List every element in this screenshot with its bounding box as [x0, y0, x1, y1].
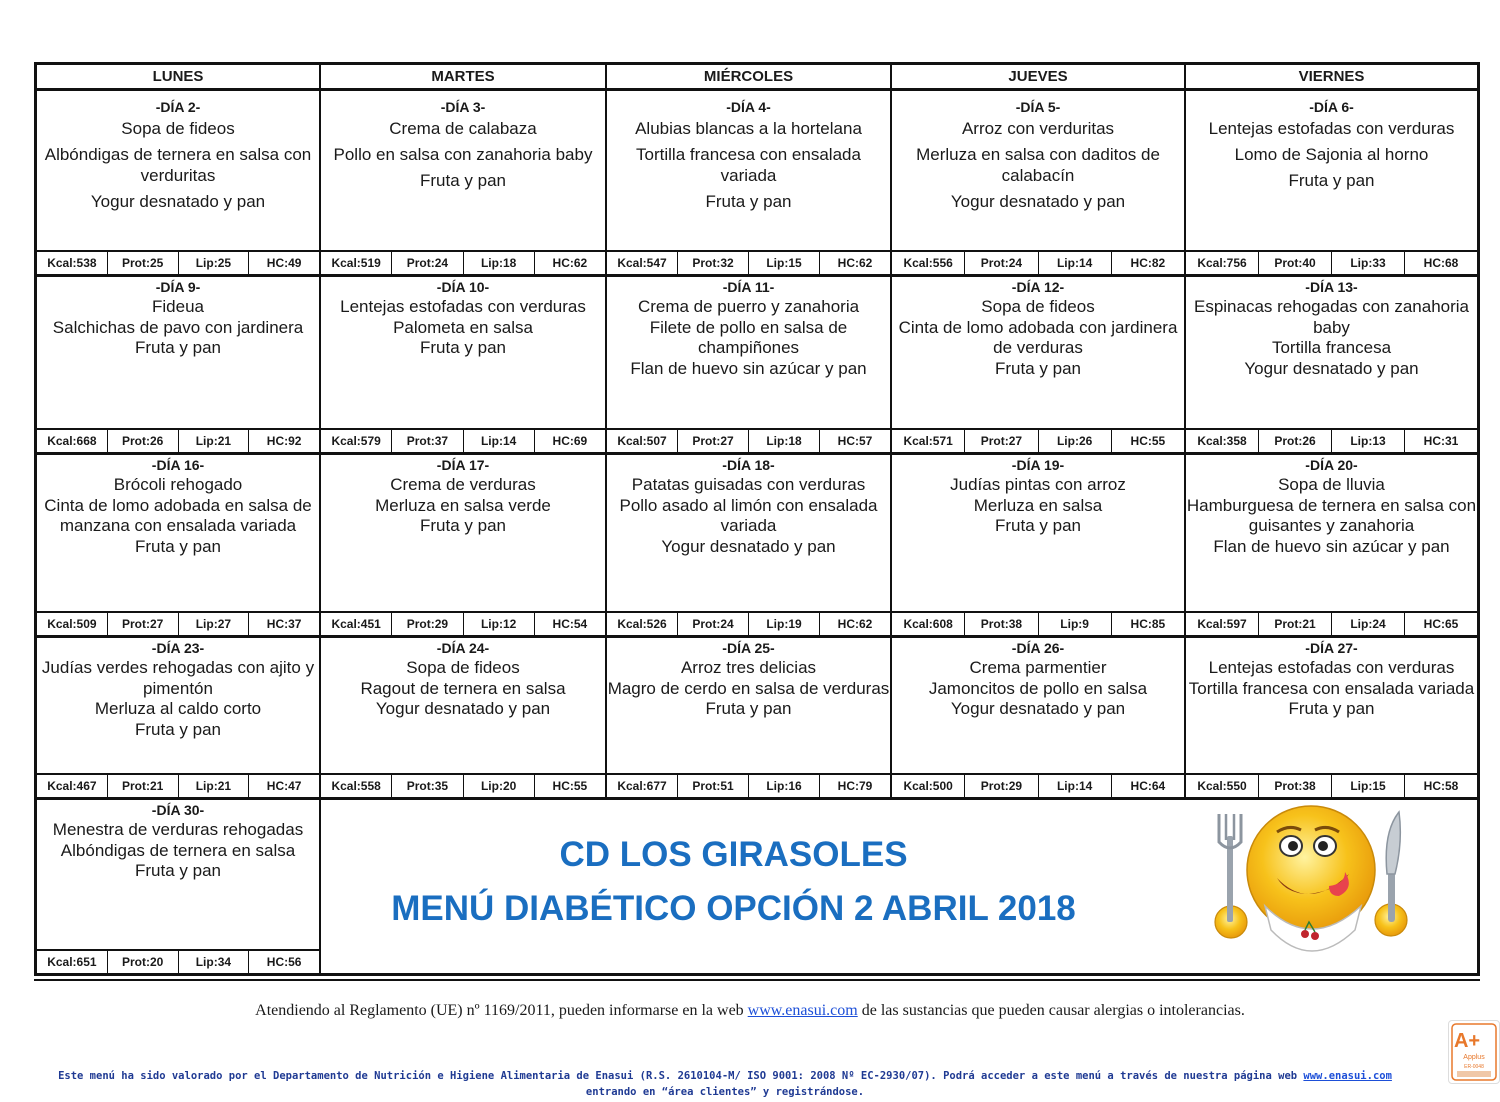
nutrition-row	[37, 611, 319, 635]
day-label: -DÍA 13-	[1305, 279, 1358, 295]
dish-item: Sopa de fideos	[406, 658, 520, 677]
nutrition-row	[37, 250, 319, 274]
day-label: -DÍA 10-	[436, 279, 490, 295]
dish-item: Sopa de fideos	[121, 119, 235, 138]
footnote-text: Atendiendo al Reglamento (UE) nº 1169/2011, pueden informarse en la web	[255, 1002, 748, 1019]
dish-item: Lomo de Sajonia al horno	[1234, 145, 1429, 164]
day-cell	[607, 455, 892, 638]
dish-item: Cinta de lomo adobada con jardinera de verduras	[898, 317, 1178, 358]
enasui-link[interactable]: www.enasui.com	[747, 1002, 858, 1019]
lipids-value: Lip:14	[1039, 775, 1112, 797]
menu-content	[1186, 638, 1477, 775]
carbs-value: HC:56	[266, 955, 302, 969]
kcal-value: Kcal:500	[892, 775, 965, 797]
dish-item: Patatas guisadas con verduras	[631, 475, 866, 494]
dish-item: Tortilla francesa	[1271, 338, 1392, 358]
lipids-value: Lip:13	[1332, 430, 1405, 452]
dish-item: Fruta y pan	[135, 861, 221, 881]
kcal-value: Kcal:651	[37, 951, 108, 973]
dish-item: Crema parmentier	[969, 658, 1107, 677]
day-cell	[1186, 638, 1477, 800]
protein-value: Prot:24	[678, 613, 749, 635]
carbs-value: HC:62	[837, 617, 873, 631]
nutrition-row	[321, 611, 605, 635]
dish-item: Palometa en salsa	[393, 317, 533, 337]
enasui-link-bottom[interactable]: www.enasui.com	[1303, 1070, 1392, 1082]
protein-value: Prot:27	[678, 430, 749, 452]
footnote-text: de las sustancias que pueden causar alergias o intolerancias.	[857, 1002, 1245, 1019]
nutrition-row	[321, 773, 605, 797]
protein-value: Prot:27	[108, 613, 179, 635]
protein-value: Prot:26	[1259, 430, 1332, 452]
validation-text: Este menú ha sido valorado por el Departamento de Nutrición e Higiene Alimentaria de Enasui (R.S. 2610104-M/ ISO 9001: 2008 Nº EC-2930/07). Podrá acceder a este menú a través de nuestra página web	[58, 1070, 1304, 1082]
dish-item: Sopa de fideos	[981, 297, 1095, 316]
dish-item: Yogur desnatado y pan	[950, 699, 1126, 719]
menu-content	[321, 277, 605, 430]
day-label: -DÍA 6-	[1309, 99, 1354, 115]
carbs-value: HC:47	[266, 779, 302, 793]
nutrition-row	[892, 428, 1184, 452]
lipids-value: Lip:26	[1039, 430, 1112, 452]
carbs-value: HC:79	[837, 779, 873, 793]
carbs-value: HC:65	[1423, 617, 1459, 631]
menu-content	[892, 455, 1184, 613]
day-cell	[321, 277, 607, 455]
dish-item: Fruta y pan	[135, 537, 221, 557]
protein-value: Prot:32	[678, 252, 749, 274]
carbs-value: HC:37	[266, 617, 302, 631]
protein-value: Prot:20	[108, 951, 179, 973]
dish-item: Tortilla francesa con ensalada variada	[636, 145, 861, 185]
kcal-value: Kcal:558	[321, 775, 392, 797]
nutrition-row	[321, 250, 605, 274]
kcal-value: Kcal:556	[892, 252, 965, 274]
nutrition-row	[1186, 428, 1477, 452]
carbs-value: HC:62	[837, 256, 873, 270]
dish-item: Fruta y pan	[995, 516, 1081, 536]
dish-item: Fruta y pan	[1288, 171, 1375, 190]
carbs-value: HC:69	[552, 434, 588, 448]
protein-value: Prot:35	[392, 775, 463, 797]
lipids-value: Lip:19	[749, 613, 820, 635]
menu-content	[37, 800, 319, 951]
dish-item: Salchichas de pavo con jardinera	[52, 317, 304, 337]
header-jueves: JUEVES	[892, 65, 1186, 91]
protein-value: Prot:40	[1259, 252, 1332, 274]
protein-value: Prot:37	[392, 430, 463, 452]
nutrition-row	[892, 611, 1184, 635]
day-cell	[37, 800, 321, 973]
protein-value: Prot:24	[392, 252, 463, 274]
protein-value: Prot:26	[108, 430, 179, 452]
dish-item: Pollo asado al limón con ensalada variada	[619, 495, 878, 536]
day-label: -DÍA 3-	[440, 99, 486, 115]
carbs-value: HC:68	[1423, 256, 1459, 270]
nutrition-row	[607, 611, 890, 635]
carbs-value: HC:62	[552, 256, 588, 270]
dish-item: Fruta y pan	[135, 720, 221, 740]
menu-content	[321, 455, 605, 613]
lipids-value: Lip:18	[749, 430, 820, 452]
lipids-value: Lip:15	[1332, 775, 1405, 797]
dish-item: Menestra de verduras rehogadas	[52, 820, 304, 839]
day-label: -DÍA 27-	[1305, 640, 1358, 656]
dish-item: Magro de cerdo en salsa de verduras	[607, 678, 890, 698]
nutrition-row	[607, 428, 890, 452]
kcal-value: Kcal:538	[37, 252, 108, 274]
kcal-value: Kcal:550	[1186, 775, 1259, 797]
dish-item: Lentejas estofadas con verduras	[1208, 658, 1455, 677]
lipids-value: Lip:25	[179, 252, 250, 274]
dish-item: Brócoli rehogado	[113, 475, 243, 494]
carbs-value: HC:85	[1130, 617, 1166, 631]
protein-value: Prot:38	[1259, 775, 1332, 797]
carbs-value: HC:92	[266, 434, 302, 448]
menu-content	[1186, 455, 1477, 613]
lipids-value: Lip:18	[464, 252, 535, 274]
nutrition-row	[37, 949, 319, 973]
dish-item: Lentejas estofadas con verduras	[1208, 119, 1455, 138]
day-cell	[321, 638, 607, 800]
carbs-value: HC:58	[1423, 779, 1459, 793]
dish-item: Flan de huevo sin azúcar y pan	[1213, 537, 1450, 557]
protein-value: Prot:21	[108, 775, 179, 797]
kcal-value: Kcal:668	[37, 430, 108, 452]
menu-content	[37, 91, 319, 252]
dish-item: Arroz con verduritas	[961, 119, 1115, 138]
menu-table	[34, 62, 1480, 976]
day-label: -DÍA 30-	[151, 802, 205, 818]
lipids-value: Lip:33	[1332, 252, 1405, 274]
kcal-value: Kcal:571	[892, 430, 965, 452]
menu-content	[892, 91, 1184, 252]
carbs-value: HC:55	[552, 779, 588, 793]
lipids-value: Lip:21	[179, 775, 250, 797]
day-label: -DÍA 12-	[1011, 279, 1065, 295]
day-label: -DÍA 19-	[1011, 457, 1065, 473]
dish-item: Fideua	[152, 297, 204, 316]
kcal-value: Kcal:608	[892, 613, 965, 635]
protein-value: Prot:21	[1259, 613, 1332, 635]
carbs-value: HC:49	[266, 256, 302, 270]
day-cell	[1186, 277, 1477, 455]
smiley-chef-icon	[1179, 802, 1429, 970]
dish-item: Yogur desnatado y pan	[375, 699, 551, 719]
menu-content	[321, 91, 605, 252]
day-label: -DÍA 20-	[1305, 457, 1358, 473]
protein-value: Prot:27	[965, 430, 1038, 452]
day-cell	[607, 91, 892, 277]
lipids-value: Lip:14	[1039, 252, 1112, 274]
nutrition-row	[37, 773, 319, 797]
lipids-value: Lip:24	[1332, 613, 1405, 635]
kcal-value: Kcal:467	[37, 775, 108, 797]
dish-item: Fruta y pan	[705, 192, 792, 211]
dish-item: Albóndigas de ternera en salsa	[60, 840, 296, 860]
svg-text:Applus: Applus	[1463, 1054, 1485, 1061]
dish-item: Espinacas rehogadas con zanahoria baby	[1193, 297, 1470, 337]
day-label: -DÍA 26-	[1011, 640, 1065, 656]
protein-value: Prot:51	[678, 775, 749, 797]
menu-title: MENÚ DIABÉTICO OPCIÓN 2 ABRIL 2018	[391, 889, 1076, 928]
nutrition-row	[1186, 611, 1477, 635]
protein-value: Prot:38	[965, 613, 1038, 635]
day-cell	[37, 455, 321, 638]
carbs-value: HC:31	[1423, 434, 1459, 448]
dish-item: Tortilla francesa con ensalada variada	[1188, 678, 1475, 698]
dish-item: Yogur desnatado y pan	[950, 192, 1126, 211]
lipids-value: Lip:21	[179, 430, 250, 452]
allergen-footnote	[0, 1000, 1500, 1022]
lipids-value: Lip:12	[464, 613, 535, 635]
applus-logo-icon	[1449, 1021, 1499, 1083]
dish-item: Merluza en salsa con daditos de calabacín	[916, 145, 1160, 185]
nutrition-row	[607, 250, 890, 274]
nutrition-row	[1186, 250, 1477, 274]
day-cell	[37, 91, 321, 277]
nutrition-row	[892, 773, 1184, 797]
dish-item: Fruta y pan	[420, 171, 506, 190]
menu-content	[1186, 277, 1477, 430]
svg-text:A+: A+	[1453, 1030, 1481, 1052]
kcal-value: Kcal:547	[607, 252, 678, 274]
day-label: -DÍA 9-	[155, 279, 201, 295]
dish-item: Arroz tres delicias	[680, 658, 817, 677]
validation-text: entrando en “área clientes” y registrándose.	[585, 1086, 865, 1098]
dish-item: Fruta y pan	[995, 359, 1081, 379]
day-cell	[321, 455, 607, 638]
lipids-value: Lip:9	[1039, 613, 1112, 635]
kcal-value: Kcal:519	[321, 252, 392, 274]
day-label: -DÍA 2-	[155, 99, 201, 115]
lipids-value: Lip:34	[179, 951, 250, 973]
day-cell	[321, 91, 607, 277]
menu-content	[892, 277, 1184, 430]
lipids-value: Lip:15	[749, 252, 820, 274]
dish-item: Merluza al caldo corto	[94, 699, 262, 719]
kcal-value: Kcal:509	[37, 613, 108, 635]
day-label: -DÍA 11-	[722, 279, 775, 295]
dish-item: Alubias blancas a la hortelana	[635, 119, 862, 138]
kcal-value: Kcal:507	[607, 430, 678, 452]
menu-content	[607, 91, 890, 252]
kcal-value: Kcal:526	[607, 613, 678, 635]
dish-item: Judías pintas con arroz	[950, 475, 1126, 494]
dish-item: Merluza en salsa verde	[375, 495, 551, 515]
dish-item: Albóndigas de ternera en salsa con verduritas	[44, 145, 312, 185]
nutrition-row	[607, 773, 890, 797]
nutrition-row	[892, 250, 1184, 274]
header-martes: MARTES	[321, 65, 607, 91]
dish-item: Ragout de ternera en salsa	[360, 678, 566, 698]
validation-footnote	[30, 1068, 1420, 1100]
dish-item: Crema de puerro y zanahoria	[637, 297, 860, 316]
svg-text:ER-0048: ER-0048	[1464, 1064, 1484, 1070]
dish-item: Fruta y pan	[705, 699, 792, 719]
lipids-value: Lip:20	[464, 775, 535, 797]
menu-content	[607, 277, 890, 430]
header-lunes: LUNES	[37, 65, 321, 91]
center-name: CD LOS GIRASOLES	[559, 835, 908, 874]
header-viernes: VIERNES	[1186, 65, 1477, 91]
lipids-value: Lip:14	[464, 430, 535, 452]
dish-item: Sopa de lluvia	[1278, 475, 1385, 494]
dish-item: Yogur desnatado y pan	[1244, 359, 1419, 379]
lipids-value: Lip:16	[749, 775, 820, 797]
carbs-value: HC:55	[1130, 434, 1166, 448]
kcal-value: Kcal:756	[1186, 252, 1259, 274]
dish-item: Yogur desnatado y pan	[661, 537, 836, 557]
dish-item: Lentejas estofadas con verduras	[340, 297, 586, 316]
day-cell	[892, 277, 1186, 455]
kcal-value: Kcal:579	[321, 430, 392, 452]
carbs-value: HC:57	[837, 434, 873, 448]
dish-item: Fruta y pan	[420, 338, 506, 358]
dish-item: Flan de huevo sin azúcar y pan	[630, 359, 867, 379]
kcal-value: Kcal:677	[607, 775, 678, 797]
lipids-value: Lip:27	[179, 613, 250, 635]
day-label: -DÍA 4-	[726, 99, 771, 115]
nutrition-row	[1186, 773, 1477, 797]
kcal-value: Kcal:451	[321, 613, 392, 635]
header-miercoles: MIÉRCOLES	[607, 65, 892, 91]
title-area	[321, 800, 1477, 973]
day-cell	[607, 638, 892, 800]
dish-item: Fruta y pan	[135, 338, 221, 358]
menu-content	[37, 455, 319, 613]
dish-item: Jamoncitos de pollo en salsa	[928, 678, 1148, 698]
day-label: -DÍA 18-	[722, 457, 775, 473]
certification-badge	[1448, 1020, 1500, 1084]
carbs-value: HC:82	[1130, 256, 1166, 270]
menu-content	[1186, 91, 1477, 252]
dish-item: Judías verdes rehogadas con ajito y pimentón	[41, 658, 315, 698]
day-cell	[892, 638, 1186, 800]
nutrition-row	[37, 428, 319, 452]
day-cell	[607, 277, 892, 455]
dish-item: Filete de pollo en salsa de champiñones	[649, 317, 848, 358]
dish-item: Fruta y pan	[420, 516, 506, 536]
day-label: -DÍA 25-	[722, 640, 775, 656]
kcal-value: Kcal:358	[1186, 430, 1259, 452]
protein-value: Prot:29	[392, 613, 463, 635]
dish-item: Cinta de lomo adobada en salsa de manzana con ensalada variada	[44, 495, 312, 536]
menu-content	[37, 277, 319, 430]
menu-content	[37, 638, 319, 775]
protein-value: Prot:29	[965, 775, 1038, 797]
day-label: -DÍA 24-	[436, 640, 490, 656]
day-cell	[892, 455, 1186, 638]
carbs-value: HC:54	[552, 617, 588, 631]
dish-item: Crema de calabaza	[389, 119, 537, 138]
menu-content	[607, 455, 890, 613]
dish-item: Hamburguesa de ternera en salsa con guisantes y zanahoria	[1186, 495, 1477, 536]
dish-item: Merluza en salsa	[973, 495, 1103, 515]
carbs-value: HC:64	[1130, 779, 1166, 793]
dish-item: Crema de verduras	[390, 475, 536, 494]
day-cell	[37, 277, 321, 455]
menu-content	[321, 638, 605, 775]
nutrition-row	[321, 428, 605, 452]
dish-item: Fruta y pan	[1288, 699, 1375, 719]
day-cell	[892, 91, 1186, 277]
protein-value: Prot:24	[965, 252, 1038, 274]
day-cell	[1186, 455, 1477, 638]
kcal-value: Kcal:597	[1186, 613, 1259, 635]
day-label: -DÍA 16-	[151, 457, 205, 473]
dish-item: Yogur desnatado y pan	[90, 192, 266, 211]
protein-value: Prot:25	[108, 252, 179, 274]
day-label: -DÍA 23-	[151, 640, 205, 656]
day-cell	[37, 638, 321, 800]
menu-content	[892, 638, 1184, 775]
menu-content	[607, 638, 890, 775]
dish-item: Pollo en salsa con zanahoria baby	[333, 145, 593, 164]
day-label: -DÍA 5-	[1015, 99, 1061, 115]
table-bottom-rule	[34, 979, 1480, 981]
day-label: -DÍA 17-	[436, 457, 490, 473]
day-cell	[1186, 91, 1477, 277]
